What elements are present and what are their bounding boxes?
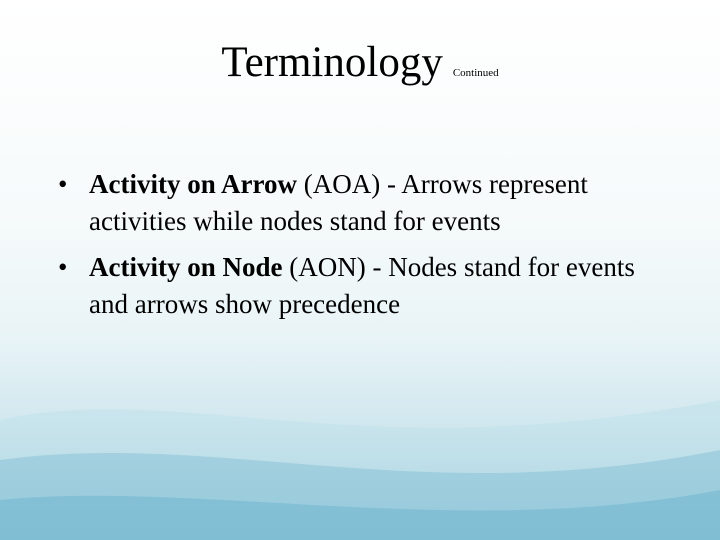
bullet-item-aon [58, 249, 658, 323]
bullet-dot-icon: • [58, 169, 68, 199]
title-continued-label: Continued [452, 67, 499, 79]
bullet-definition: (AOA) - Arrows represent activities while nodes stand for events [89, 169, 588, 236]
bullet-item-aoa [58, 166, 658, 240]
bullet-dot-icon: • [58, 252, 68, 282]
bullet-list [58, 166, 658, 332]
bullet-term: Activity on Arrow [89, 169, 297, 199]
slide-title [0, 38, 720, 87]
bullet-term: Activity on Node [89, 252, 283, 282]
bullet-definition: (AON) - Nodes stand for events and arrows show precedence [89, 252, 635, 319]
title-text: Terminology [221, 39, 443, 86]
